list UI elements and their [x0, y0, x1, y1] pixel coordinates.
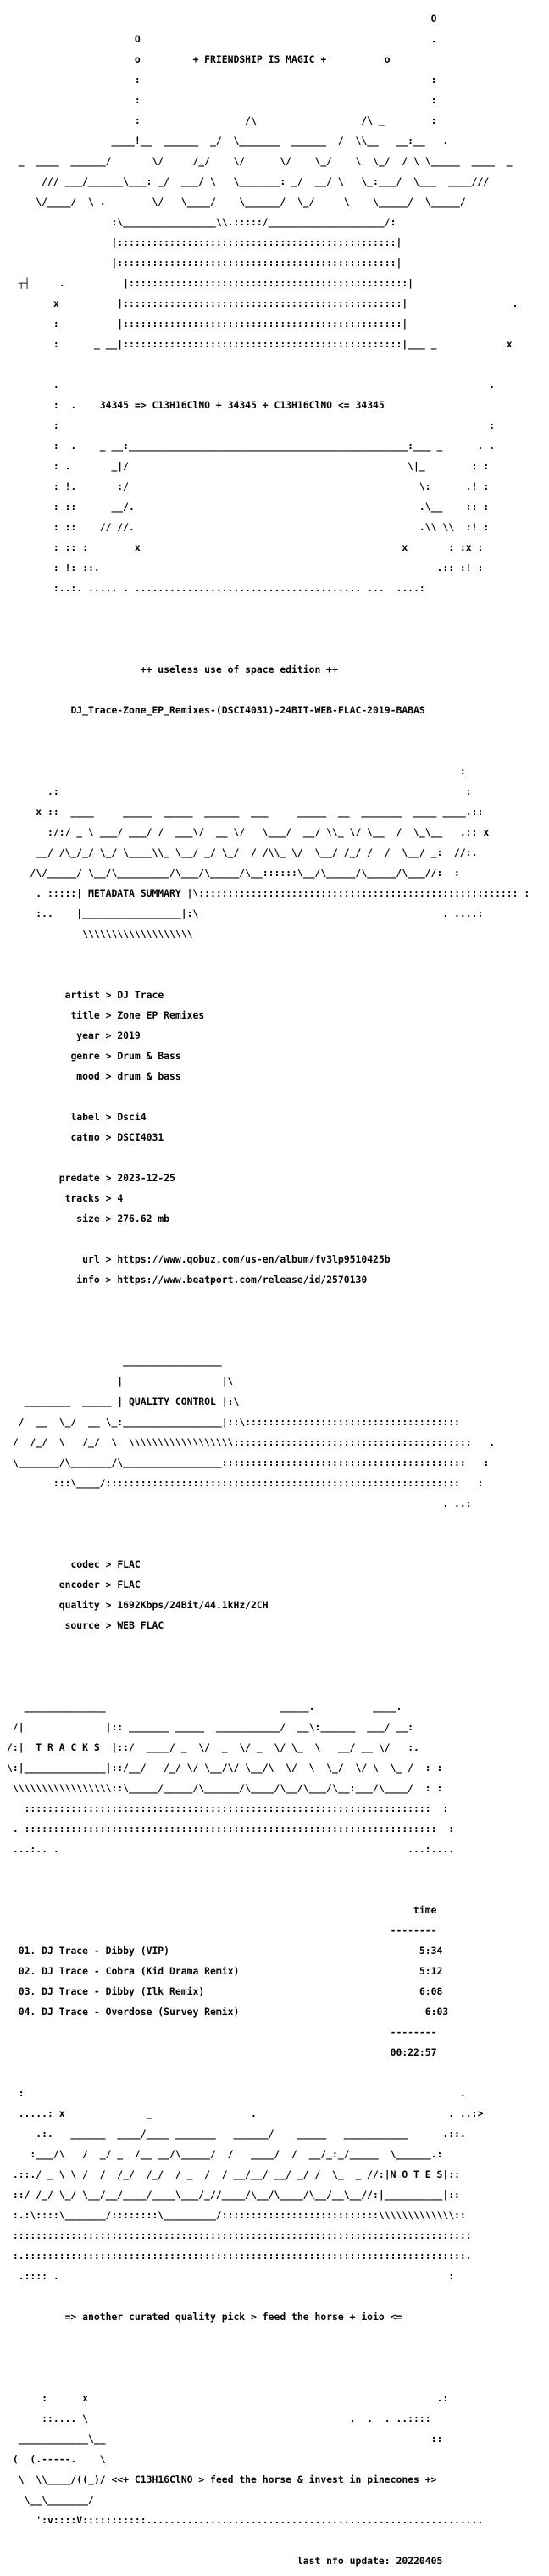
art-line: :::::::::::::::::::::::::::::::::::::::::::::::::::::::::::::::::::::::::::::::: [7, 2229, 472, 2241]
art-line: : . _ __:________________________________________________:___ _ . .: [7, 440, 496, 452]
art-line: : .: [7, 2087, 466, 2099]
notes-text-line: [7, 2312, 546, 2322]
metadata-label: METADATA SUMMARY: [88, 887, 181, 899]
release-name: DJ_Trace-Zone_EP_Remixes-(DSCI4031)-24BIT-WEB-FLAC-2019-BABAS: [70, 704, 425, 716]
quality-label: QUALITY CONTROL: [129, 1396, 216, 1407]
tracks-time-header: time: [413, 1904, 437, 1916]
art-line: .: :: [7, 786, 472, 797]
art-line: \_______/\_______/\_________________:::::::::::::::::::::::::::::::::::::::::: :: [7, 1457, 490, 1468]
art-line: : x .:: [7, 2392, 449, 2404]
art-line: \\\\\\\\\\\\\\\\\\\: [7, 928, 193, 940]
predate-value: 2023-12-25: [117, 1172, 175, 1184]
tracks-label: T R A C K S: [36, 1741, 100, 1753]
art-line: : :: [7, 74, 437, 86]
genre-value: Drum & Bass: [117, 1050, 181, 1062]
metadata-field: label > Dsci4: [70, 1111, 147, 1123]
source-value: WEB FLAC: [117, 1619, 164, 1631]
metadata-field: title > Zone EP Remixes: [70, 1009, 205, 1021]
art-line: : !: ::. .:: :! :: [7, 562, 484, 574]
art-line: :.:\::::\_______/::::::::\_________/:::::::::::::::::::::::::::\\\\\\\\\\\\\::: [7, 2209, 466, 2221]
metadata-field: url > https://www.qobuz.com/us-en/album/fv3lp9510425b: [82, 1253, 391, 1265]
release-line: [7, 705, 546, 715]
edition-line: [7, 664, 546, 675]
art-line: o + FRIENDSHIP IS MAGIC + o: [7, 53, 391, 65]
art-line: :::\____/::::::::::::::::::::::::::::::::::::::::::::::::::::::::::::: :: [7, 1477, 484, 1489]
art-line: ______________ _____. ____.: [7, 1701, 402, 1713]
metadata-banner: . :::::| METADATA SUMMARY |\::::::::::::::::::::::::::::::::::::::::::::::::::::::: :: [7, 887, 530, 899]
formula-line: : . 34345 => C13H16ClNO + 34345 + C13H16ClNO <= 34345: [7, 399, 385, 411]
art-line: / __ \_/ __ \_:_________________|::\:::::::::::::::::::::::::::::::::::::: [7, 1416, 460, 1428]
track-time: 5:34: [419, 1945, 443, 1957]
art-line: : :: [7, 419, 496, 431]
notes-text: => another curated quality pick > feed the horse + ioio <=: [64, 2311, 402, 2323]
art-line: . ::::::::::::::::::::::::::::::::::::::::::::::::::::::::::::::::::::::: :: [7, 1823, 455, 1835]
art-line: /| |:: _______ _____ ___________/ __\:______ ___/ __:: [7, 1721, 414, 1733]
formula: 34345 => C13H16ClNO + 34345 + C13H16ClNO <= 34345: [99, 399, 385, 411]
metadata-field: tracks > 4: [64, 1192, 124, 1204]
track-time: 5:12: [419, 1965, 443, 1977]
mood-value: drum & bass: [117, 1070, 181, 1082]
last-update-line: [7, 2556, 546, 2566]
size-value: 276.62 mb: [117, 1213, 170, 1224]
art-line: ...:.. . ...:....: [7, 1843, 455, 1855]
art-line: : :: [7, 94, 437, 106]
art-line: \__\_______/: [7, 2494, 94, 2506]
art-line: __/ /\_/_/ \_/ \____\\_ \__/ _/ \_/ / /\\_ \/ \__/ /_/ / / \__/ _: //:.: [7, 847, 478, 858]
art-line: :/:/ _ \ ___/ ___/ / ___\/ __ \/ \___/ __/ \\_ \/ \__ / \_\__ .:: x: [7, 826, 490, 838]
total-time: 00:22:57: [390, 2046, 437, 2058]
last-update: last nfo update: 20220405: [297, 2555, 443, 2567]
tracks-value: 4: [117, 1192, 124, 1204]
art-line: :___/\ / _/ _ /__ __/\_____/ / ____/ / __/_:_/_____ \______.:: [7, 2148, 443, 2160]
track-title: DJ Trace - Cobra (Kid Drama Remix): [42, 1965, 240, 1977]
quality-value: 1692Kbps/24Bit/44.1kHz/2CH: [117, 1599, 269, 1611]
art-line: . ..:: [7, 1497, 472, 1509]
art-line: : :: : x x : :x :: [7, 541, 484, 553]
metadata-field: genre > Drum & Bass: [70, 1050, 181, 1062]
nfo-document: [7, 3, 546, 2576]
tracks-banner: /:| T R A C K S |::/ ____/ _ \/ _ \/ _ \/ \_ \ __/ __ \/ :.: [7, 1741, 419, 1753]
art-line: ┬┤ . |::::::::::::::::::::::::::::::::::::::::::::::::|: [7, 277, 414, 289]
art-line: ':v::::V:::::::::::..........................................................: [7, 2514, 484, 2526]
header-title: + FRIENDSHIP IS MAGIC +: [192, 53, 327, 65]
art-line: x |::::::::::::::::::::::::::::::::::::::::::::::::| .: [7, 297, 518, 309]
metadata-field: year > 2019: [76, 1030, 141, 1041]
encoder-value: FLAC: [117, 1579, 141, 1591]
notes-label: N O T E S: [390, 2168, 443, 2180]
metadata-field: catno > DSCI4031: [70, 1131, 164, 1143]
edition: ++ useless use of space edition ++: [140, 663, 338, 675]
label-value: Dsci4: [117, 1111, 147, 1123]
art-line: ::/ /_/ \_/ \__/__/____/____\___/_//____/\__/\____/\__/__\__//:|__________|::: [7, 2189, 460, 2201]
track-row: 02. DJ Trace - Cobra (Kid Drama Remix) 5:12: [18, 1965, 443, 1977]
quality-banner: ________ _____ | QUALITY CONTROL |:\: [7, 1396, 240, 1407]
art-line: ____________\__ ::: [7, 2433, 443, 2445]
art-line: x :: ____ _____ _____ ______ ___ _____ __ _______ ____ ____.::: [7, 806, 484, 818]
art-line: ::.... \ . . . ..::::: [7, 2412, 431, 2424]
art-line: /// ___/______\___: _/ ___/ \ \_______: _/ __/ \ \_:___/ \___ ____///: [7, 175, 490, 187]
quality-field: quality > 1692Kbps/24Bit/44.1kHz/2CH: [58, 1599, 269, 1611]
track-row: 03. DJ Trace - Dibby (Ilk Remix) 6:08: [18, 1985, 443, 1997]
track-row: 01. DJ Trace - Dibby (VIP) 5:34: [18, 1945, 443, 1957]
art-line: O .: [7, 33, 437, 45]
info-link[interactable]: https://www.beatport.com/release/id/2570130: [117, 1274, 368, 1285]
track-title: DJ Trace - Dibby (VIP): [42, 1945, 170, 1957]
art-line: O: [7, 13, 437, 25]
codec-value: FLAC: [117, 1558, 141, 1570]
art-line: .:. ______ ____/____ _______ ______/ _____ ___________ .::.: [7, 2128, 466, 2140]
art-line: .:::: . :: [7, 2270, 455, 2282]
art-line: :\________________\\.:::::/____________________/:: [7, 216, 396, 228]
url-link[interactable]: https://www.qobuz.com/us-en/album/fv3lp9510425b: [117, 1253, 391, 1265]
art-line: : /\ /\ _ :: [7, 114, 437, 126]
art-line: / /_/ \ /_/ \ \\\\\\\\\\\\\\\\\\::::::::::::::::::::::::::::::::::::::::: .: [7, 1436, 496, 1448]
title-value: Zone EP Remixes: [117, 1009, 205, 1021]
track-time: 6:03: [424, 2006, 449, 2018]
art-line: : _ __|::::::::::::::::::::::::::::::::::::::::::::::::|___ _ x: [7, 338, 513, 350]
art-line: |::::::::::::::::::::::::::::::::::::::::::::::::|: [7, 257, 402, 269]
art-line: _________________: [7, 1355, 222, 1367]
art-line: \:|______________|::/__/ /_/ \/ \__/\/ \__/\ \/ \ \_/ \/ \ \_ / : :: [7, 1762, 443, 1774]
footer-tagline: <<+ C13H16ClNO > feed the horse & invest in pinecones +>: [111, 2473, 437, 2485]
art-line: --------: [7, 2026, 437, 2038]
art-line: \/____/ \ . \/ \____/ \______/ \_/ \ \_____/ \_____/: [7, 196, 466, 208]
quality-field: encoder > FLAC: [58, 1579, 141, 1591]
art-line: :::::::::::::::::::::::::::::::::::::::::::::::::::::::::::::::::::::: :: [7, 1802, 449, 1814]
art-line: :.::::::::::::::::::::::::::::::::::::::::::::::::::::::::::::::::::::::::::::.: [7, 2250, 472, 2262]
art-line: |::::::::::::::::::::::::::::::::::::::::::::::::|: [7, 236, 402, 248]
track-title: DJ Trace - Overdose (Survey Remix): [42, 2006, 240, 2018]
metadata-field: info > https://www.beatport.com/release/id/2570130: [76, 1274, 368, 1285]
art-line: | |\: [7, 1375, 234, 1387]
quality-field: codec > FLAC: [70, 1558, 141, 1570]
year-value: 2019: [117, 1030, 141, 1041]
catno-value: DSCI4031: [117, 1131, 164, 1143]
art-line: :: [7, 765, 466, 777]
artist-value: DJ Trace: [117, 989, 164, 1001]
art-line: ( (.-----. \: [7, 2453, 106, 2465]
art-line: .....: x _ . . ..:>: [7, 2107, 484, 2119]
art-line: : !. :/ \: .! :: [7, 480, 490, 492]
track-row: 04. DJ Trace - Overdose (Survey Remix) 6:03: [18, 2006, 449, 2018]
metadata-field: mood > drum & bass: [76, 1070, 181, 1082]
art-line: . .: [7, 379, 496, 391]
track-time: 6:08: [419, 1985, 443, 1997]
metadata-field: artist > DJ Trace: [64, 989, 164, 1001]
art-line: :.. |_________________|:\ . ....:: [7, 908, 484, 919]
track-title: DJ Trace - Dibby (Ilk Remix): [42, 1985, 205, 1997]
art-line: ____!__ ______ _/ \_______ ______ / \\__ __:__ .: [7, 135, 449, 147]
art-line: : |::::::::::::::::::::::::::::::::::::::::::::::::|: [7, 318, 408, 330]
art-line: /\/_____/ \__/\_________/\___/\_____/\__::::::\__/\_____/\_____/\___//: :: [7, 867, 460, 879]
tracks-total: [7, 2047, 546, 2057]
art-line: : :: // //. .\\ \\ :! :: [7, 521, 490, 533]
art-line: --------: [7, 1924, 437, 1936]
art-line: : . _|/ \|_ : :: [7, 460, 490, 472]
art-line: _ ____ ______/ \/ /_/ \/ \/ \_/ \ \_/ / \ \_____ ____ _: [7, 155, 513, 167]
metadata-field: size > 276.62 mb: [76, 1213, 170, 1224]
art-line: : :: __/. .\__ :: :: [7, 501, 490, 513]
metadata-field: predate > 2023-12-25: [58, 1172, 175, 1184]
art-line: \\\\\\\\\\\\\\\\\::\_____/_____/\______/\____/\__/\___/\__:___/\____/ : :: [7, 1782, 443, 1794]
notes-banner: .::./ _ \ \ / / /_/ /_/ / _ / / __/__/ __/ _/ / \_ _ //:|N O T E S|::: [7, 2168, 460, 2180]
footer-tagline-line: \ \\____/((_)/ <<+ C13H16ClNO > feed the horse & invest in pinecones +>: [7, 2473, 437, 2485]
quality-field: source > WEB FLAC: [64, 1619, 164, 1631]
art-line: :..:. ..... . ....................................... ... ....:: [7, 582, 425, 594]
